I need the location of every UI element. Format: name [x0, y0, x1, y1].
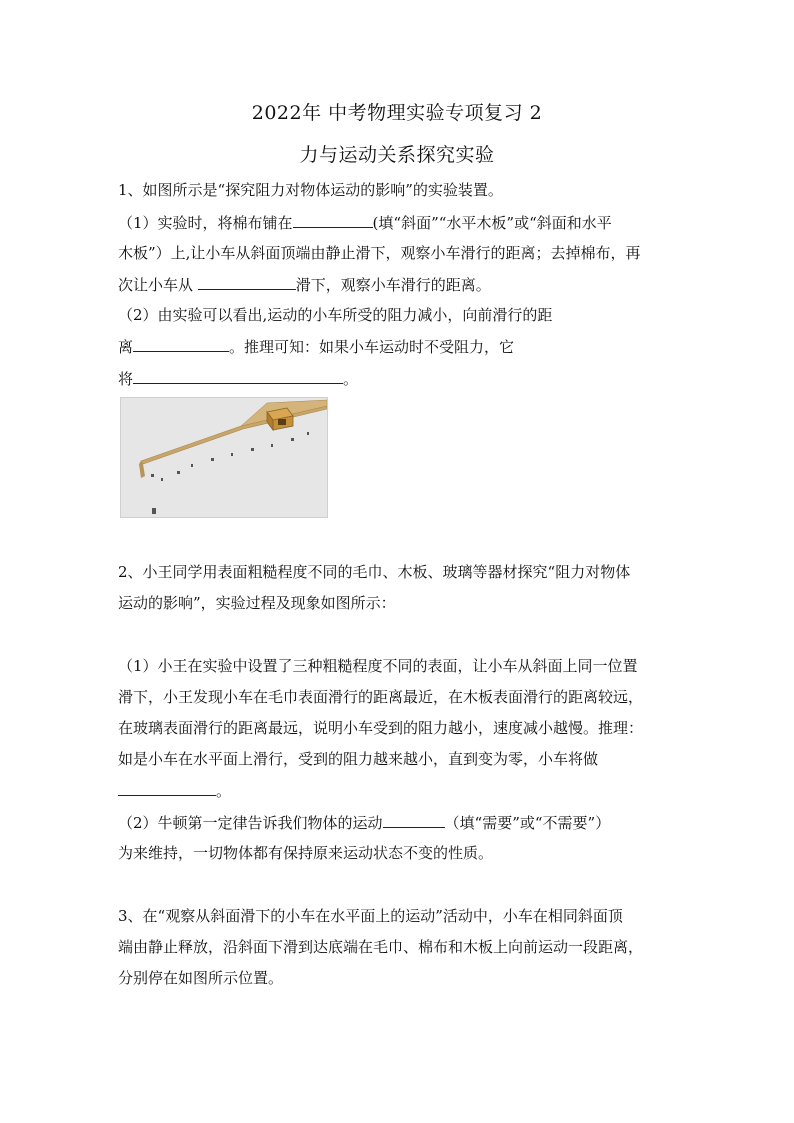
experiment-figure [120, 397, 328, 518]
q1-p1-text-b: (填“斜面”“水平木板”或“斜面和水平 [372, 214, 612, 232]
q1-p1-text-d: 次让小车从 [118, 276, 198, 294]
q2-blank-1[interactable] [118, 780, 216, 796]
q1-part1-line1 [118, 212, 678, 233]
incline-track-illustration [121, 398, 327, 517]
q1-part2-line2 [118, 336, 678, 357]
q2-p1-line3: 在玻璃表面滑行的距离最远，说明小车受到的阻力越小，速度减小越慢。推理： [118, 719, 644, 737]
q2-stem-line2: 运动的影响”，实验过程及现象如图所示： [118, 594, 396, 612]
q2-p1-text-e: 。 [216, 782, 232, 800]
q2-p2-line1 [118, 812, 678, 833]
q2-p1-line2: 滑下，小王发现小车在毛巾表面滑行的距离最近，在木板表面滑行的距离较远， [118, 688, 644, 706]
q2-p2-line2: 为来维持，一切物体都有保持原来运动状态不变的性质。 [118, 844, 494, 862]
q1-p2-text-b: 离 [118, 338, 134, 356]
q3-line3: 分别停在如图所示位置。 [118, 969, 284, 987]
page-subtitle: 力与运动关系探究实验 [299, 144, 495, 166]
q3-line1: 3、在“观察从斜面滑下的小车在水平面上的运动”活动中，小车在相同斜面顶 [118, 907, 623, 925]
q1-p1-text-c: 木板”）上,让小车从斜面顶端由静止滑下，观察小车滑行的距离；去掉棉布，再 [118, 244, 641, 262]
q1-p2-text-d: 将 [118, 370, 134, 388]
q2-p1-line5 [118, 780, 678, 801]
q2-p2-text-a: （2）牛顿第一定律告诉我们物体的运动 [118, 814, 383, 832]
q1-part1-line3 [118, 274, 678, 295]
q1-blank-2[interactable] [198, 274, 296, 290]
q1-part2-line3 [118, 368, 678, 389]
q2-blank-2[interactable] [383, 812, 445, 828]
q2-p1-line4: 如是小车在水平面上滑行，受到的阻力越来越小，直到变为零，小车将做 [118, 750, 599, 768]
q2-p2-text-b: （填“需要”或“不需要”） [444, 814, 611, 832]
q2-stem-line1: 2、小王同学用表面粗糙程度不同的毛巾、木板、玻璃等器材探究“阻力对物体 [118, 563, 631, 581]
q3-line2: 端由静止释放，沿斜面下滑到达底端在毛巾、棉布和木板上向前运动一段距离， [118, 938, 644, 956]
q1-stem: 1、如图所示是“探究阻力对物体运动的影响”的实验装置。 [118, 181, 503, 199]
q1-p1-text-e: 滑下，观察小车滑行的距离。 [295, 276, 491, 294]
page-title: 2022年 中考物理实验专项复习 2 [251, 102, 543, 124]
q1-p2-text-c: 。推理可知：如果小车运动时不受阻力，它 [229, 338, 515, 356]
q1-blank-1[interactable] [293, 212, 373, 228]
q1-p2-text-e: 。 [343, 370, 359, 388]
q1-blank-4[interactable] [133, 368, 343, 384]
q1-p2-text-a: （2）由实验可以看出,运动的小车所受的阻力减小，向前滑行的距 [118, 306, 553, 324]
q1-blank-3[interactable] [133, 336, 229, 352]
q2-p1-line1: （1）小王在实验中设置了三种粗糙程度不同的表面，让小车从斜面上同一位置 [118, 657, 638, 675]
q1-p1-text-a: （1）实验时，将棉布铺在 [118, 214, 293, 232]
